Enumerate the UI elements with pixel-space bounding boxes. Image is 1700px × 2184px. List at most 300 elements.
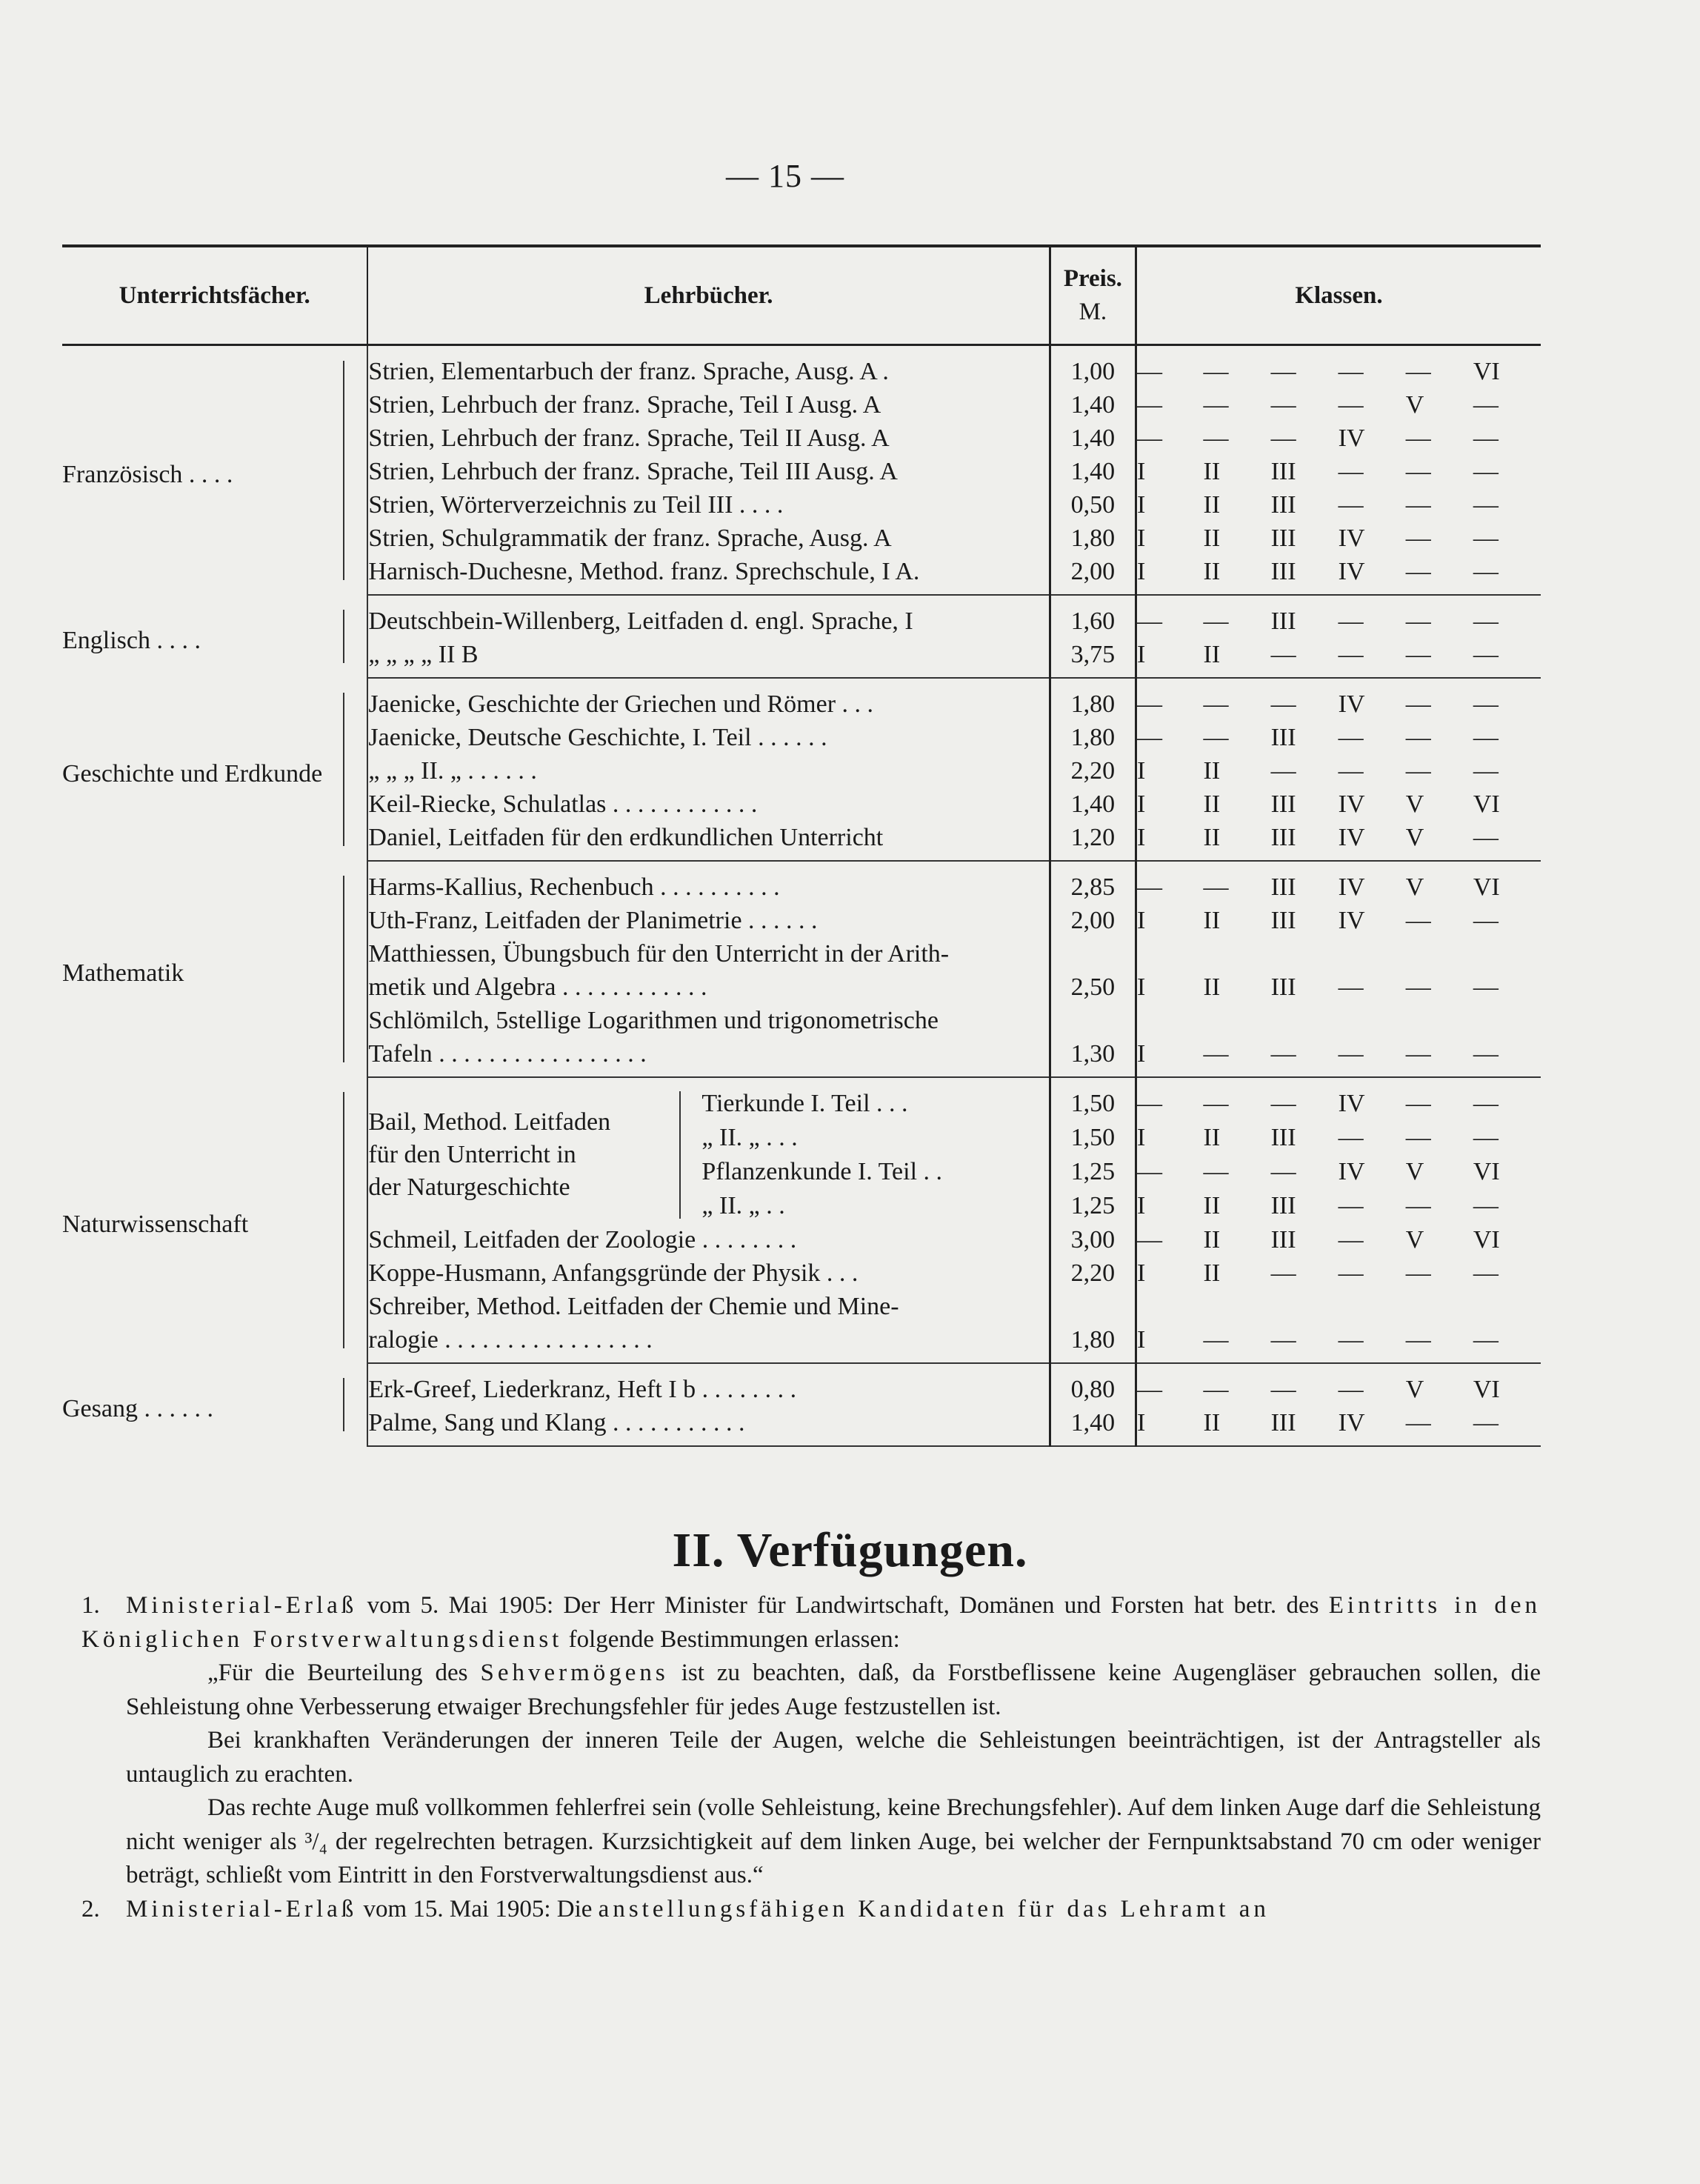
brace — [343, 1092, 353, 1348]
paragraph-text: vom 5. Mai 1905: Der Herr Minister für Landwirtschaft, Domänen und Forsten hat betr. des — [367, 1592, 1319, 1619]
class-cell: — — [1136, 1158, 1162, 1186]
class-cell: — — [1405, 357, 1431, 385]
book-cell: Harms-Kallius, Rechenbuch . . . . . . . . . . — [367, 861, 1050, 904]
class-cell: I — [1136, 1192, 1146, 1220]
class-cell: IV — [1338, 690, 1365, 718]
table-row — [62, 595, 1541, 638]
class-cell: V — [1406, 821, 1473, 861]
class-cell: — — [1270, 1158, 1296, 1186]
book-cell: Deutschbein-Willenberg, Leitfaden d. engl. Sprache, I — [367, 595, 1050, 638]
class-cell — [1339, 1004, 1406, 1037]
header-price — [1050, 246, 1136, 345]
class-cell — [1406, 1004, 1473, 1037]
class-cell: — — [1405, 457, 1431, 485]
class-cell: V — [1405, 1158, 1424, 1186]
class-cell: II — [1204, 555, 1271, 595]
class-cell: — — [1203, 357, 1229, 385]
header-subjects: Unterrichtsfächer. — [62, 246, 367, 345]
class-cell: III — [1270, 524, 1296, 552]
price-cell: 2,50 — [1050, 971, 1136, 1004]
class-cell: — — [1203, 1158, 1229, 1186]
class-cell: — — [1405, 524, 1431, 552]
class-cell: IV — [1338, 873, 1365, 901]
class-cell: — — [1270, 690, 1296, 718]
page-number: — 15 — — [726, 158, 844, 194]
class-cell: II — [1203, 906, 1221, 934]
class-cell: II — [1203, 756, 1221, 785]
subject-label: Mathematik — [62, 959, 184, 987]
class-cell: — — [1271, 1037, 1339, 1077]
book-cell: Strien, Lehrbuch der franz. Sprache, Teil I Ausg. A — [367, 388, 1050, 422]
book-cell: Daniel, Leitfaden für den erdkundlichen Unterricht — [367, 821, 1050, 861]
bail-part-line: „ II. „ . . . — [701, 1124, 798, 1151]
brace — [343, 610, 353, 663]
brace — [343, 693, 353, 846]
class-cell: — — [1405, 690, 1431, 718]
class-cell: I — [1136, 1037, 1203, 1077]
class-cell: IV — [1339, 1406, 1406, 1446]
class-cell: — — [1473, 1323, 1541, 1363]
class-cell: — — [1473, 638, 1541, 678]
book-cell: Koppe-Husmann, Anfangsgründe der Physik . . . — [367, 1256, 1050, 1290]
class-cell: — — [1203, 1375, 1229, 1403]
class-cell: III — [1271, 1406, 1339, 1446]
class-cell: VI — [1473, 790, 1500, 818]
bail-part-line: Tierkunde I. Teil . . . — [701, 1090, 908, 1117]
class-cell: — — [1405, 1124, 1431, 1152]
section-title: II. Verfügungen. — [672, 1523, 1028, 1577]
subject-cell — [62, 1363, 367, 1446]
class-cell: — — [1473, 524, 1499, 552]
class-cell: — — [1473, 690, 1499, 718]
price-cell: 1,80 — [1050, 678, 1136, 721]
class-cell: — — [1204, 1037, 1271, 1077]
bail-title — [368, 1106, 672, 1204]
price-cell: 1,50 — [1050, 1121, 1136, 1155]
class-cell: — — [1473, 821, 1541, 861]
class-cell: — — [1338, 607, 1364, 635]
table-row — [62, 1363, 1541, 1406]
price-cell: 1,25 — [1050, 1155, 1136, 1189]
class-cell: III — [1270, 973, 1296, 1001]
subject-label: Englisch . . . . — [62, 627, 201, 654]
class-cell: I — [1136, 1124, 1146, 1152]
class-cell: — — [1473, 607, 1499, 635]
brace — [343, 1378, 353, 1431]
class-cell: II — [1203, 973, 1221, 1001]
price-cell — [1050, 1004, 1136, 1037]
class-cell: II — [1204, 821, 1271, 861]
class-cell — [1271, 1290, 1339, 1323]
quote-text: „Für die Beurteilung des — [207, 1659, 468, 1686]
class-cell: — — [1473, 1192, 1499, 1220]
price-cell: 0,50 — [1050, 488, 1136, 522]
table-row — [62, 678, 1541, 721]
class-cell: IV — [1338, 524, 1365, 552]
table-row — [62, 861, 1541, 904]
class-cell: I — [1136, 906, 1146, 934]
table-body — [62, 345, 1541, 1447]
class-cell: — — [1339, 638, 1406, 678]
class-cell: I — [1136, 555, 1203, 595]
price-cell: 3,75 — [1050, 638, 1136, 678]
book-cell: metik und Algebra . . . . . . . . . . . . — [367, 971, 1050, 1004]
textbook-table — [62, 244, 1541, 1447]
class-cell: IV — [1339, 821, 1406, 861]
class-cell: — — [1136, 1375, 1162, 1403]
class-cell: V — [1405, 1225, 1424, 1254]
class-cell: VI — [1473, 873, 1500, 901]
quote-1 — [81, 1657, 1541, 1724]
price-cell: 1,80 — [1050, 522, 1136, 555]
book-cell: Jaenicke, Geschichte der Griechen und Römer . . . — [367, 678, 1050, 721]
class-cell: — — [1339, 1037, 1406, 1077]
class-cell: — — [1473, 555, 1541, 595]
header-classes: Klassen. — [1136, 246, 1541, 345]
class-cell — [1271, 1004, 1339, 1037]
subject-label: Französisch . . . . — [62, 461, 233, 488]
book-cell: Strien, Elementarbuch der franz. Sprache, Ausg. A . — [367, 345, 1050, 389]
price-cell: 2,85 — [1050, 861, 1136, 904]
class-cell — [1406, 937, 1473, 971]
class-cell: II — [1204, 1406, 1271, 1446]
class-cell — [1136, 1290, 1203, 1323]
class-cell: III — [1270, 457, 1296, 485]
class-cell: — — [1406, 638, 1473, 678]
class-cell: II — [1203, 1225, 1221, 1254]
class-cell: — — [1338, 357, 1364, 385]
class-cell: V — [1405, 390, 1424, 419]
class-cell: III — [1270, 607, 1296, 635]
class-cell — [1271, 937, 1339, 971]
class-cell: V — [1405, 1375, 1424, 1403]
book-cell: Erk-Greef, Liederkranz, Heft I b . . . . . . . . — [367, 1363, 1050, 1406]
book-cell: „ „ „ II. „ . . . . . . — [367, 754, 1050, 788]
bail-title-line: der Naturgeschichte — [368, 1173, 570, 1201]
book-cell: Strien, Lehrbuch der franz. Sprache, Teil II Ausg. A — [367, 422, 1050, 455]
class-cell: IV — [1338, 1158, 1365, 1186]
class-cell: — — [1406, 1323, 1473, 1363]
class-cell: — — [1473, 1090, 1499, 1118]
table-header-row — [62, 246, 1541, 345]
class-cell: — — [1406, 1406, 1473, 1446]
class-cell — [1136, 937, 1203, 971]
class-cell: — — [1271, 1323, 1339, 1363]
price-cell: 2,00 — [1050, 904, 1136, 937]
price-cell: 1,40 — [1050, 422, 1136, 455]
class-cell: II — [1203, 524, 1221, 552]
price-cell: 1,50 — [1050, 1077, 1136, 1121]
class-cell: — — [1473, 1259, 1499, 1287]
class-cell: I — [1136, 490, 1146, 519]
class-cell: III — [1271, 555, 1339, 595]
class-cell — [1473, 1004, 1541, 1037]
paragraph-number: 2. — [81, 1895, 100, 1922]
paragraph-text: vom 15. Mai 1905: Die — [363, 1895, 593, 1922]
class-cell: II — [1203, 790, 1221, 818]
class-cell: — — [1136, 424, 1162, 452]
class-cell: — — [1338, 1225, 1364, 1254]
class-cell: I — [1136, 973, 1146, 1001]
class-cell: III — [1270, 873, 1296, 901]
paragraph-1 — [81, 1589, 1541, 1657]
bail-part-line: „ II. „ . . — [701, 1192, 785, 1219]
class-cell: — — [1473, 390, 1499, 419]
class-cell: — — [1136, 723, 1162, 751]
subject-label: Naturwissenschaft — [62, 1211, 249, 1238]
price-cell: 3,00 — [1050, 1223, 1136, 1256]
book-cell: „ „ „ „ II B — [367, 638, 1050, 678]
class-cell: — — [1338, 1375, 1364, 1403]
price-cell: 1,30 — [1050, 1037, 1136, 1077]
price-cell: 1,40 — [1050, 788, 1136, 821]
class-cell: V — [1405, 790, 1424, 818]
book-cell: Palme, Sang und Klang . . . . . . . . . . . — [367, 1406, 1050, 1446]
book-cell: Harnisch-Duchesne, Method. franz. Sprechschule, I A. — [367, 555, 1050, 595]
class-cell: — — [1136, 357, 1162, 385]
class-cell: — — [1136, 390, 1162, 419]
price-cell: 2,20 — [1050, 754, 1136, 788]
class-cell: — — [1473, 906, 1499, 934]
price-cell — [1050, 937, 1136, 971]
price-cell — [1050, 1290, 1136, 1323]
class-cell: — — [1473, 723, 1499, 751]
book-cell: Jaenicke, Deutsche Geschichte, I. Teil . . . . . . — [367, 721, 1050, 754]
class-cell: — — [1136, 1090, 1162, 1118]
bail-book-cell — [367, 1077, 1050, 1223]
price-cell: 1,40 — [1050, 1406, 1136, 1446]
class-cell: IV — [1338, 424, 1365, 452]
class-cell: — — [1338, 973, 1364, 1001]
class-cell: IV — [1338, 1090, 1365, 1118]
class-cell: — — [1473, 457, 1499, 485]
bail-part-line: Pflanzenkunde I. Teil . . — [701, 1158, 943, 1185]
class-cell: — — [1405, 1090, 1431, 1118]
class-cell: — — [1204, 1323, 1271, 1363]
class-cell: — — [1339, 1323, 1406, 1363]
header-books: Lehrbücher. — [367, 246, 1050, 345]
class-cell: V — [1405, 873, 1424, 901]
price-cell: 2,20 — [1050, 1256, 1136, 1290]
class-cell: — — [1405, 1259, 1431, 1287]
class-cell: II — [1203, 1259, 1221, 1287]
class-cell: — — [1405, 1192, 1431, 1220]
quote-2: Bei krankhaften Veränderungen der inneren Teile der Augen, welche die Sehleistungen beeinträchtigen, ist der Antragsteller als untauglich zu erachten. — [126, 1727, 1541, 1788]
paragraph-number: 1. — [81, 1592, 100, 1619]
class-cell: — — [1405, 490, 1431, 519]
class-cell: — — [1338, 1259, 1364, 1287]
class-cell: IV — [1338, 906, 1365, 934]
subject-cell — [62, 595, 367, 678]
header-price-label: Preis. — [1063, 265, 1122, 293]
class-cell: III — [1270, 906, 1296, 934]
class-cell: — — [1473, 490, 1499, 519]
class-cell: — — [1270, 1090, 1296, 1118]
class-cell: — — [1203, 390, 1229, 419]
class-cell: — — [1406, 555, 1473, 595]
class-cell: — — [1203, 424, 1229, 452]
class-cell: — — [1136, 607, 1162, 635]
class-cell: — — [1473, 1124, 1499, 1152]
spaced-text: anstellungsfähigen Kandidaten für das Lehramt an — [598, 1895, 1270, 1922]
book-cell: Keil-Riecke, Schulatlas . . . . . . . . . . . . — [367, 788, 1050, 821]
class-cell: — — [1270, 1259, 1296, 1287]
class-cell: III — [1270, 1192, 1296, 1220]
class-cell: — — [1270, 357, 1296, 385]
quote-3: Das rechte Auge muß vollkommen fehlerfrei sein (volle Sehleistung, keine Brechungsfehler). Auf dem linken Auge darf die Sehleistung nicht weniger als ³/₄ der regelrechten betragen. Kurzsichtigkeit auf dem linken Auge, bei welcher der Fernpunktsabstand 70 cm oder weniger beträgt, schließt vom Eintritt in den Forstverwaltungsdienst aus.“ — [126, 1794, 1541, 1888]
price-cell: 1,25 — [1050, 1189, 1136, 1223]
price-cell: 0,80 — [1050, 1363, 1136, 1406]
class-cell: — — [1405, 906, 1431, 934]
class-cell: III — [1271, 821, 1339, 861]
class-cell: — — [1136, 873, 1162, 901]
book-cell: Schreiber, Method. Leitfaden der Chemie und Mine- — [367, 1290, 1050, 1323]
brace — [343, 361, 353, 580]
class-cell: — — [1405, 607, 1431, 635]
class-cell: IV — [1339, 555, 1406, 595]
class-cell: — — [1338, 723, 1364, 751]
class-cell — [1339, 1290, 1406, 1323]
class-cell — [1204, 1290, 1271, 1323]
class-cell: — — [1406, 1037, 1473, 1077]
class-cell: — — [1338, 390, 1364, 419]
class-cell: I — [1136, 1259, 1146, 1287]
class-cell: — — [1136, 690, 1162, 718]
book-cell: Tafeln . . . . . . . . . . . . . . . . . — [367, 1037, 1050, 1077]
class-cell: — — [1270, 424, 1296, 452]
brace — [343, 876, 353, 1062]
class-cell: — — [1270, 1375, 1296, 1403]
price-cell: 1,00 — [1050, 345, 1136, 389]
class-cell: VI — [1473, 357, 1500, 385]
class-cell: — — [1203, 690, 1229, 718]
class-cell: — — [1338, 1192, 1364, 1220]
subject-label: Gesang . . . . . . — [62, 1395, 213, 1422]
bail-wrap — [368, 1087, 1048, 1223]
class-cell: III — [1270, 490, 1296, 519]
class-cell: — — [1473, 973, 1499, 1001]
bail-parts — [701, 1087, 942, 1223]
decree-heading: Ministerial-Erlaß — [126, 1895, 358, 1922]
class-cell — [1204, 1004, 1271, 1037]
class-cell: — — [1405, 424, 1431, 452]
price-cell: 1,20 — [1050, 821, 1136, 861]
spaced-text: Eintritts in den Königlichen Forstverwaltungsdienst — [81, 1592, 1541, 1653]
class-cell: — — [1203, 723, 1229, 751]
class-cell: — — [1338, 1124, 1364, 1152]
decree-heading: Ministerial-Erlaß — [126, 1592, 358, 1619]
body-text — [81, 1589, 1541, 1926]
class-cell: — — [1473, 1406, 1541, 1446]
header-price-unit: M. — [1079, 299, 1107, 325]
brace — [679, 1091, 694, 1219]
class-cell: — — [1405, 723, 1431, 751]
class-cell: VI — [1473, 1225, 1500, 1254]
class-cell: I — [1136, 457, 1146, 485]
subject-cell — [62, 861, 367, 1077]
paragraph-text: folgende Bestimmungen erlassen: — [568, 1625, 900, 1653]
class-cell: I — [1136, 790, 1146, 818]
class-cell: III — [1270, 1124, 1296, 1152]
class-cell: — — [1271, 638, 1339, 678]
price-cell: 1,40 — [1050, 455, 1136, 488]
class-cell: — — [1203, 873, 1229, 901]
class-cell — [1406, 1290, 1473, 1323]
class-cell: III — [1270, 1225, 1296, 1254]
paragraph-2 — [81, 1893, 1541, 1927]
class-cell: II — [1204, 638, 1271, 678]
subject-cell — [62, 345, 367, 596]
table-row — [62, 1077, 1541, 1121]
bail-title-line: Bail, Method. Leitfaden — [368, 1108, 611, 1136]
class-cell — [1136, 1004, 1203, 1037]
class-cell: — — [1136, 1225, 1162, 1254]
class-cell: II — [1203, 1124, 1221, 1152]
class-cell: — — [1473, 756, 1499, 785]
bail-title-line: für den Unterricht in — [368, 1141, 576, 1168]
class-cell: IV — [1338, 790, 1365, 818]
price-cell: 1,80 — [1050, 1323, 1136, 1363]
class-cell: II — [1203, 457, 1221, 485]
class-cell: — — [1473, 1037, 1541, 1077]
book-cell: Schlömilch, 5stellige Logarithmen und trigonometrische — [367, 1004, 1050, 1037]
class-cell: II — [1203, 490, 1221, 519]
class-cell: — — [1405, 756, 1431, 785]
subject-cell — [62, 1077, 367, 1363]
class-cell — [1204, 937, 1271, 971]
book-cell: Strien, Schulgrammatik der franz. Sprache, Ausg. A — [367, 522, 1050, 555]
class-cell — [1473, 1290, 1541, 1323]
quote-text: ist zu beachten, daß, da Forstbeflissene keine Augengläser gebrauchen sollen, die Sehleistung ohne Verbesserung etwaiger Brechungsfehler für jedes Auge festzustellen ist. — [126, 1659, 1541, 1720]
class-cell: I — [1136, 524, 1146, 552]
book-cell: Uth-Franz, Leitfaden der Planimetrie . . . . . . — [367, 904, 1050, 937]
class-cell: — — [1473, 424, 1499, 452]
price-cell: 1,80 — [1050, 721, 1136, 754]
table-row — [62, 345, 1541, 389]
book-cell: ralogie . . . . . . . . . . . . . . . . . — [367, 1323, 1050, 1363]
class-cell: I — [1136, 756, 1146, 785]
book-cell: Strien, Wörterverzeichnis zu Teil III . . . . — [367, 488, 1050, 522]
class-cell: III — [1270, 723, 1296, 751]
class-cell: — — [1270, 390, 1296, 419]
class-cell — [1473, 937, 1541, 971]
class-cell: I — [1136, 821, 1203, 861]
class-cell: III — [1270, 790, 1296, 818]
class-cell: VI — [1473, 1158, 1500, 1186]
book-cell: Matthiessen, Übungsbuch für den Unterricht in der Arith- — [367, 937, 1050, 971]
class-cell: VI — [1473, 1375, 1500, 1403]
class-cell: II — [1203, 1192, 1221, 1220]
price-cell: 1,60 — [1050, 595, 1136, 638]
subject-label: Geschichte und Erdkunde — [62, 759, 323, 788]
subject-cell — [62, 678, 367, 861]
class-cell: I — [1136, 1323, 1203, 1363]
class-cell: I — [1136, 638, 1203, 678]
class-cell: — — [1203, 607, 1229, 635]
class-cell: — — [1203, 1090, 1229, 1118]
class-cell: — — [1270, 756, 1296, 785]
class-cell: — — [1338, 457, 1364, 485]
price-cell: 1,40 — [1050, 388, 1136, 422]
price-cell: 2,00 — [1050, 555, 1136, 595]
class-cell — [1339, 937, 1406, 971]
book-cell: Strien, Lehrbuch der franz. Sprache, Teil III Ausg. A — [367, 455, 1050, 488]
spaced-text: Sehvermögens — [480, 1659, 669, 1686]
book-cell: Schmeil, Leitfaden der Zoologie . . . . . . . . — [367, 1223, 1050, 1256]
class-cell: I — [1136, 1406, 1203, 1446]
class-cell: — — [1405, 973, 1431, 1001]
class-cell: — — [1338, 490, 1364, 519]
